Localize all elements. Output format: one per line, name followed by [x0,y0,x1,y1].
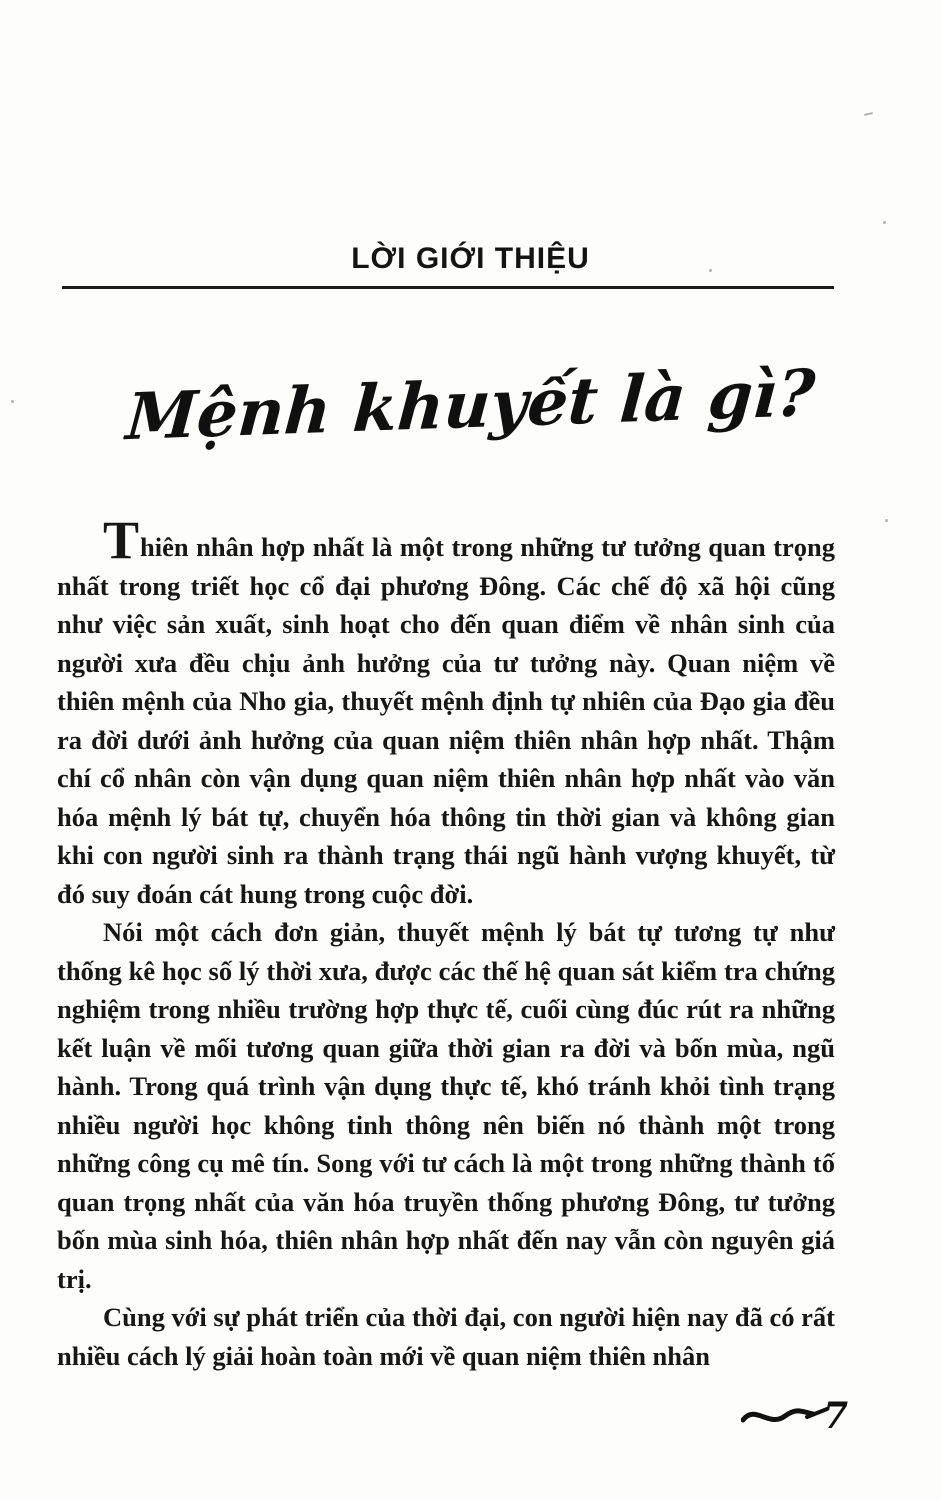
body-text [57,510,835,1375]
scan-speck [709,269,712,272]
paragraph [57,510,835,913]
paragraph-text: Nói một cách đơn giản, thuyết mệnh lý bát tự tương tự như thống kê học số lý thời xưa, được các thế hệ quan sát kiểm tra chứng nghiệm trong nhiều trường hợp thực tế, cuối cùng đúc rút ra những kết luận về mối tương quan giữa thời gian ra đời và bốn mùa, ngũ hành. Trong quá trình vận dụng thực tế, khó tránh khỏi tình trạng nhiều người học không tinh thông nên biến nó thành một trong những công cụ mê tín. Song với tư cách là một trong những thành tố quan trọng nhất của văn hóa truyền thống phương Đông, tư tưởng bốn mùa sinh hóa, thiên nhân hợp nhất đến nay vẫn còn nguyên giá trị. [57,917,835,1294]
page-number: 7 [823,1395,849,1434]
paragraph-text: Cùng với sự phát triển của thời đại, con người hiện nay đã có rất nhiều cách lý giải hoàn toàn mới về quan niệm thiên nhân [57,1302,835,1371]
drop-cap: T [103,510,141,570]
scan-speck [11,400,14,403]
header-rule [62,286,834,289]
scan-speck [883,221,886,224]
scan-speck [885,519,888,522]
section-header: LỜI GIỚI THIỆU [351,242,590,275]
paragraph [57,913,835,1298]
page-number-flourish [741,1386,853,1434]
scan-speck [864,112,873,116]
paragraph [57,1298,835,1375]
flourish-swash-icon [741,1386,853,1434]
paragraph-text: hiên nhân hợp nhất là một trong những tư tưởng quan trọng nhất trong triết học cổ đại phương Đông. Các chế độ xã hội cũng như việc sản xuất, sinh hoạt cho đến quan điểm về nhân sinh của người xưa đều chịu ảnh hưởng của tư tưởng này. Quan niệm về thiên mệnh của Nho gia, thuyết mệnh định tự nhiên của Đạo gia đều ra đời dưới ảnh hưởng của quan niệm thiên nhân hợp nhất. Thậm chí cổ nhân còn vận dụng quan niệm thiên nhân hợp nhất vào văn hóa mệnh lý bát tự, chuyển hóa thông tin thời gian và không gian khi con người sinh ra thành trạng thái ngũ hành vượng khuyết, từ đó suy đoán cát hung trong cuộc đời. [57,532,835,909]
chapter-title-handwritten: Mệnh khuyết là gì? [123,355,818,456]
